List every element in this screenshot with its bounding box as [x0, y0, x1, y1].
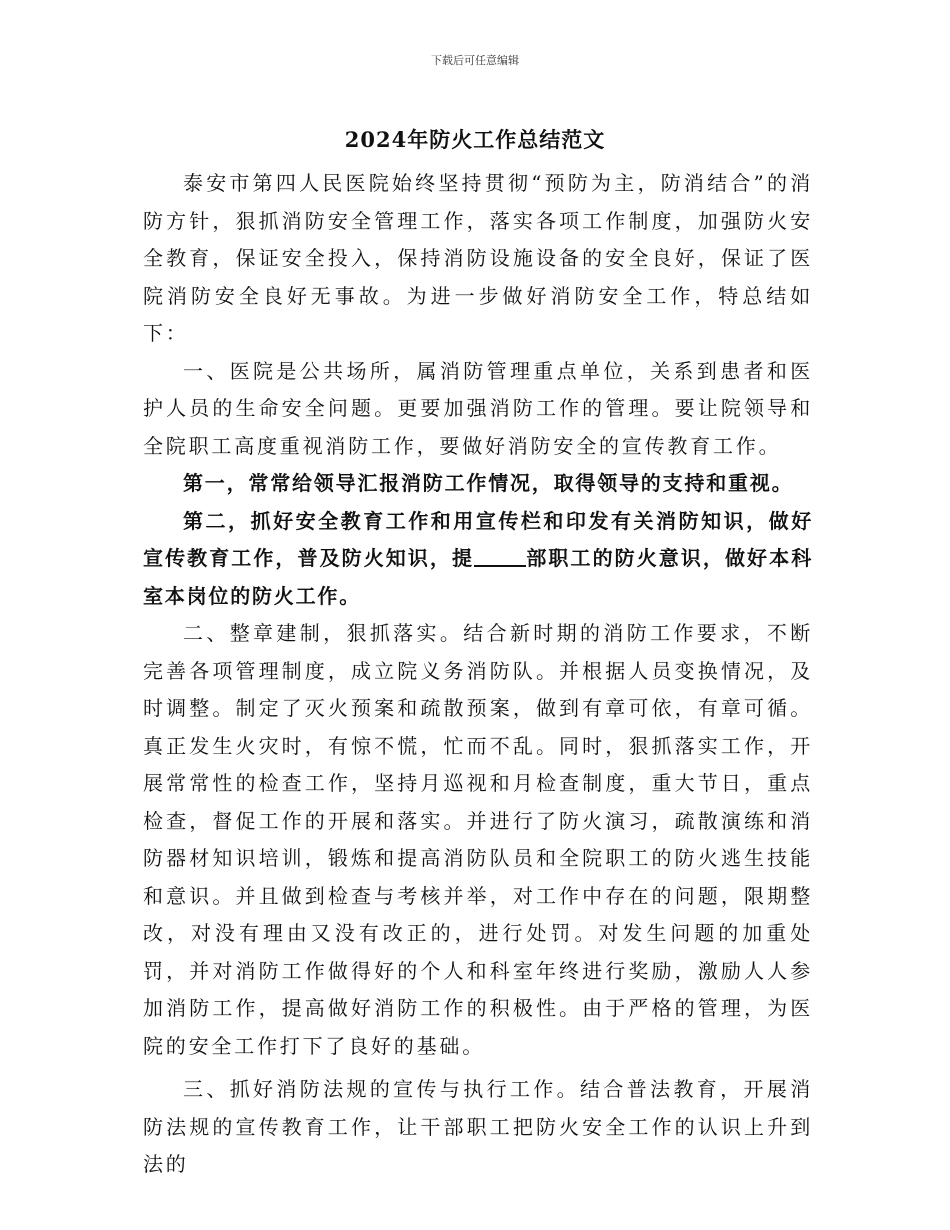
paragraph-section-two: 二、整章建制，狠抓落实。结合新时期的消防工作要求，不断完善各项管理制度，成立院义务消防队。并根据人员变换情况，及时调整。制定了灭火预案和疏散预案，做到有章可依，有章可循。真正发生火灾时，有惊不慌，忙而不乱。同时，狠抓落实工作，开展常常性的检查工作，坚持月巡视和月检查制度，重大节日，重点检查，督促工作的开展和落实。并进行了防火演习，疏散演练和消防器材知识培训，锻炼和提高消防队员和全院职工的防火逃生技能和意识。并且做到检查与考核并举，对工作中存在的问题，限期整改，对没有理由又没有改正的，进行处罚。对发生问题的加重处罚，并对消防工作做得好的个人和科室年终进行奖励，激励人人参加消防工作，提高做好消防工作的积极性。由于严格的管理，为医院的安全工作打下了良好的基础。 — [143, 621, 813, 1058]
point-second-text-before: 第二，抓好安全教育工作和用宣传栏和印发有关消防知识，做好宣传教育工作，普及防火知识，提 — [143, 508, 813, 570]
paragraph-section-one: 一、医院是公共场所，属消防管理重点单位，关系到患者和医护人员的生命安全问题。更要加强消防工作的管理。要让院领导和全院职工高度重视消防工作，要做好消防安全的宣传教育工作。 — [143, 358, 813, 458]
document-title: 2024年防火工作总结范文 — [344, 127, 606, 152]
header-note: 下载后可任意编辑 — [431, 54, 519, 67]
point-second-text-after: 部职工的防火意识，做好本科室本岗位的防火工作。 — [143, 546, 814, 608]
paragraph-point-first: 第一，常常给领导汇报消防工作情况，取得领导的支持和重视。 — [183, 471, 794, 495]
paragraph-intro: 泰安市第四人民医院始终坚持贯彻“预防为主，防消结合”的消防方针，狠抓消防安全管理工作，落实各项工作制度，加强防火安全教育，保证安全投入，保持消防设施设备的安全良好，保证了医院消防安全良好无事故。为进一步做好消防安全工作，特总结如下： — [143, 171, 813, 345]
paragraph-point-second — [143, 503, 813, 616]
paragraph-section-three: 三、抓好消防法规的宣传与执行工作。结合普法教育，开展消防法规的宣传教育工作，让干部职工把防火安全工作的认识上升到法的 — [143, 1077, 813, 1176]
document-body — [143, 165, 813, 1184]
fill-in-blank — [474, 545, 526, 567]
